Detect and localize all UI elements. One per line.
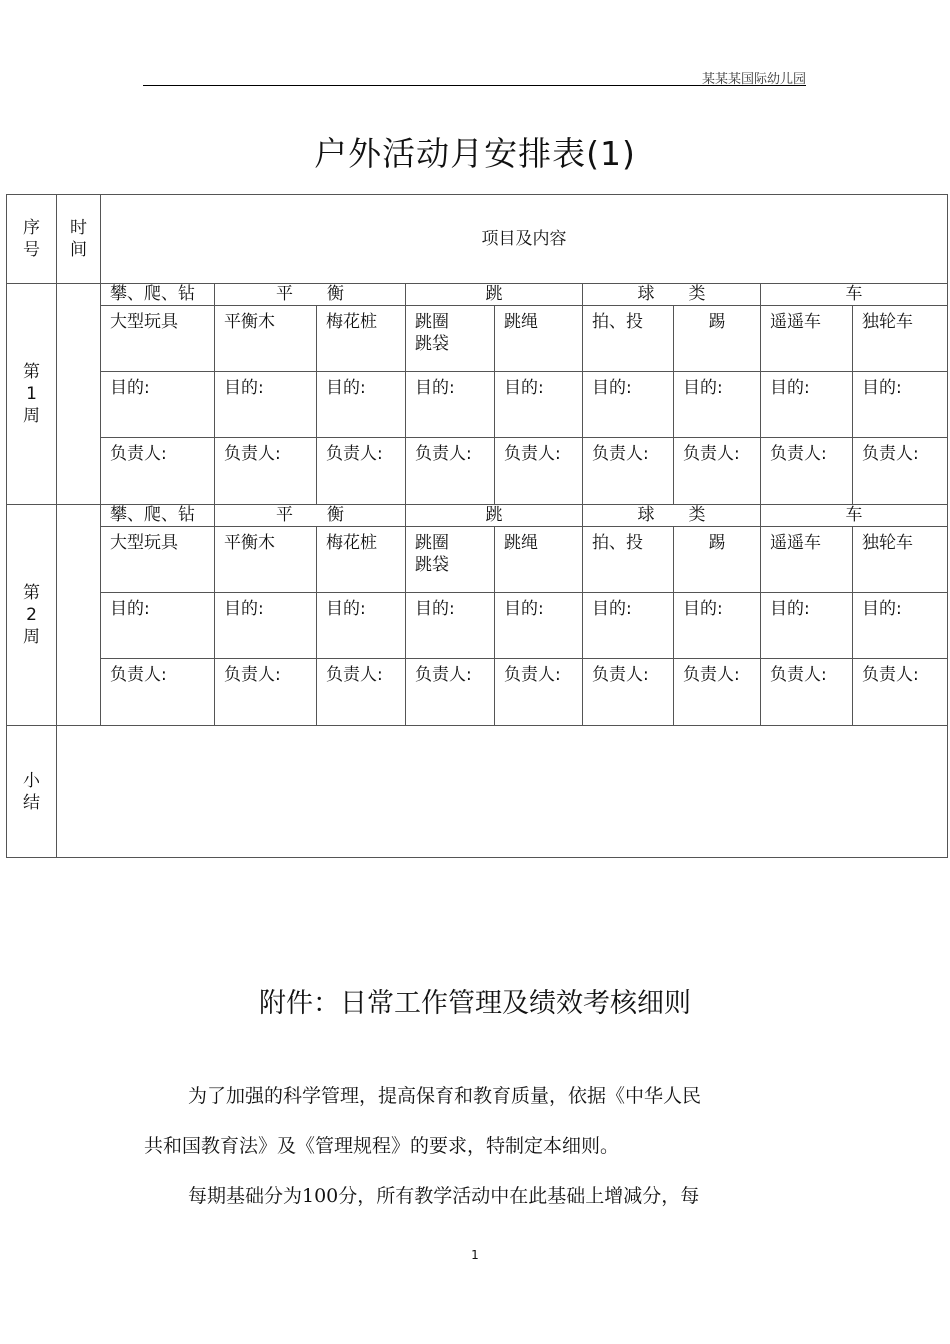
purpose-cell[interactable]: 目的: bbox=[674, 593, 761, 659]
purpose-cell[interactable]: 目的: bbox=[101, 593, 215, 659]
category-cell: 球 类 bbox=[583, 505, 761, 527]
week-category-row bbox=[7, 284, 948, 306]
week-label: 第1周 bbox=[7, 284, 57, 505]
activity-item-cell: 跳绳 bbox=[495, 527, 583, 593]
owner-cell[interactable]: 负责人: bbox=[406, 438, 495, 505]
activity-item-cell: 踢 bbox=[674, 527, 761, 593]
annex-paragraph-1-line-2: 共和国教育法》及《管理规程》的要求，特制定本细则。 bbox=[144, 1135, 620, 1157]
activity-item-cell: 梅花桩 bbox=[317, 306, 406, 372]
activity-item-cell: 踢 bbox=[674, 306, 761, 372]
owner-cell[interactable]: 负责人: bbox=[761, 438, 853, 505]
header-content: 项目及内容 bbox=[101, 195, 948, 284]
category-cell: 攀、爬、钻 bbox=[101, 284, 215, 306]
owner-cell[interactable]: 负责人: bbox=[317, 659, 406, 726]
page-title: 户外活动月安排表(1) bbox=[314, 134, 636, 173]
activity-item-cell: 遥遥车 bbox=[761, 306, 853, 372]
purpose-cell[interactable]: 目的: bbox=[406, 593, 495, 659]
owner-cell[interactable]: 负责人: bbox=[215, 659, 317, 726]
purpose-cell[interactable]: 目的: bbox=[583, 372, 674, 438]
category-cell: 平 衡 bbox=[215, 505, 406, 527]
purpose-cell[interactable]: 目的: bbox=[317, 593, 406, 659]
annex-paragraph-2-line-1: 每期基础分为100分，所有教学活动中在此基础上增减分，每 bbox=[188, 1185, 700, 1207]
owner-cell[interactable]: 负责人: bbox=[674, 659, 761, 726]
owner-cell[interactable]: 负责人: bbox=[761, 659, 853, 726]
purpose-cell[interactable]: 目的: bbox=[215, 593, 317, 659]
owner-cell[interactable]: 负责人: bbox=[583, 438, 674, 505]
owner-cell[interactable]: 负责人: bbox=[215, 438, 317, 505]
owner-cell[interactable]: 负责人: bbox=[853, 659, 948, 726]
category-cell: 跳 bbox=[406, 284, 583, 306]
owner-cell[interactable]: 负责人: bbox=[674, 438, 761, 505]
week-item-row bbox=[7, 527, 948, 593]
activity-item-cell: 跳圈 跳袋 bbox=[406, 306, 495, 372]
activity-item-cell: 平衡木 bbox=[215, 306, 317, 372]
owner-cell[interactable]: 负责人: bbox=[495, 438, 583, 505]
purpose-cell[interactable]: 目的: bbox=[317, 372, 406, 438]
week-category-row bbox=[7, 505, 948, 527]
category-cell: 攀、爬、钻 bbox=[101, 505, 215, 527]
purpose-cell[interactable]: 目的: bbox=[674, 372, 761, 438]
week-purpose-row bbox=[7, 593, 948, 659]
header-rule bbox=[143, 85, 806, 86]
activity-item-cell: 平衡木 bbox=[215, 527, 317, 593]
purpose-cell[interactable]: 目的: bbox=[101, 372, 215, 438]
owner-cell[interactable]: 负责人: bbox=[101, 659, 215, 726]
page-number: 1 bbox=[471, 1248, 479, 1262]
purpose-cell[interactable]: 目的: bbox=[853, 593, 948, 659]
owner-cell[interactable]: 负责人: bbox=[853, 438, 948, 505]
purpose-cell[interactable]: 目的: bbox=[761, 593, 853, 659]
purpose-cell[interactable]: 目的: bbox=[583, 593, 674, 659]
category-cell: 跳 bbox=[406, 505, 583, 527]
category-cell: 车 bbox=[761, 505, 948, 527]
purpose-cell[interactable]: 目的: bbox=[406, 372, 495, 438]
category-cell: 平 衡 bbox=[215, 284, 406, 306]
activity-schedule-table bbox=[6, 194, 948, 858]
purpose-cell[interactable]: 目的: bbox=[215, 372, 317, 438]
week-owner-row bbox=[7, 438, 948, 505]
activity-item-cell: 独轮车 bbox=[853, 306, 948, 372]
owner-cell[interactable]: 负责人: bbox=[495, 659, 583, 726]
activity-item-cell: 跳圈 跳袋 bbox=[406, 527, 495, 593]
owner-cell[interactable]: 负责人: bbox=[101, 438, 215, 505]
owner-cell[interactable]: 负责人: bbox=[406, 659, 495, 726]
header-organization: 某某某国际幼儿园 bbox=[701, 72, 806, 87]
week-purpose-row bbox=[7, 372, 948, 438]
week-time-cell[interactable] bbox=[57, 505, 101, 726]
annex-paragraph-1-line-1: 为了加强的科学管理，提高保育和教育质量，依据《中华人民 bbox=[188, 1085, 702, 1107]
purpose-cell[interactable]: 目的: bbox=[495, 372, 583, 438]
activity-item-cell: 拍、投 bbox=[583, 527, 674, 593]
activity-item-cell: 梅花桩 bbox=[317, 527, 406, 593]
week-item-row bbox=[7, 306, 948, 372]
summary-row bbox=[7, 726, 948, 858]
summary-label: 小结 bbox=[7, 726, 57, 858]
week-time-cell[interactable] bbox=[57, 284, 101, 505]
table-header-row bbox=[7, 195, 948, 284]
owner-cell[interactable]: 负责人: bbox=[583, 659, 674, 726]
purpose-cell[interactable]: 目的: bbox=[853, 372, 948, 438]
week-label: 第2周 bbox=[7, 505, 57, 726]
summary-content-cell[interactable] bbox=[57, 726, 948, 858]
category-cell: 球 类 bbox=[583, 284, 761, 306]
header-time: 时间 bbox=[57, 195, 101, 284]
purpose-cell[interactable]: 目的: bbox=[495, 593, 583, 659]
purpose-cell[interactable]: 目的: bbox=[761, 372, 853, 438]
activity-item-cell: 跳绳 bbox=[495, 306, 583, 372]
activity-item-cell: 遥遥车 bbox=[761, 527, 853, 593]
activity-item-cell: 独轮车 bbox=[853, 527, 948, 593]
week-owner-row bbox=[7, 659, 948, 726]
activity-item-cell: 拍、投 bbox=[583, 306, 674, 372]
header-seq: 序号 bbox=[7, 195, 57, 284]
activity-item-cell: 大型玩具 bbox=[101, 306, 215, 372]
activity-item-cell: 大型玩具 bbox=[101, 527, 215, 593]
category-cell: 车 bbox=[761, 284, 948, 306]
annex-title: 附件：日常工作管理及绩效考核细则 bbox=[259, 988, 691, 1019]
owner-cell[interactable]: 负责人: bbox=[317, 438, 406, 505]
